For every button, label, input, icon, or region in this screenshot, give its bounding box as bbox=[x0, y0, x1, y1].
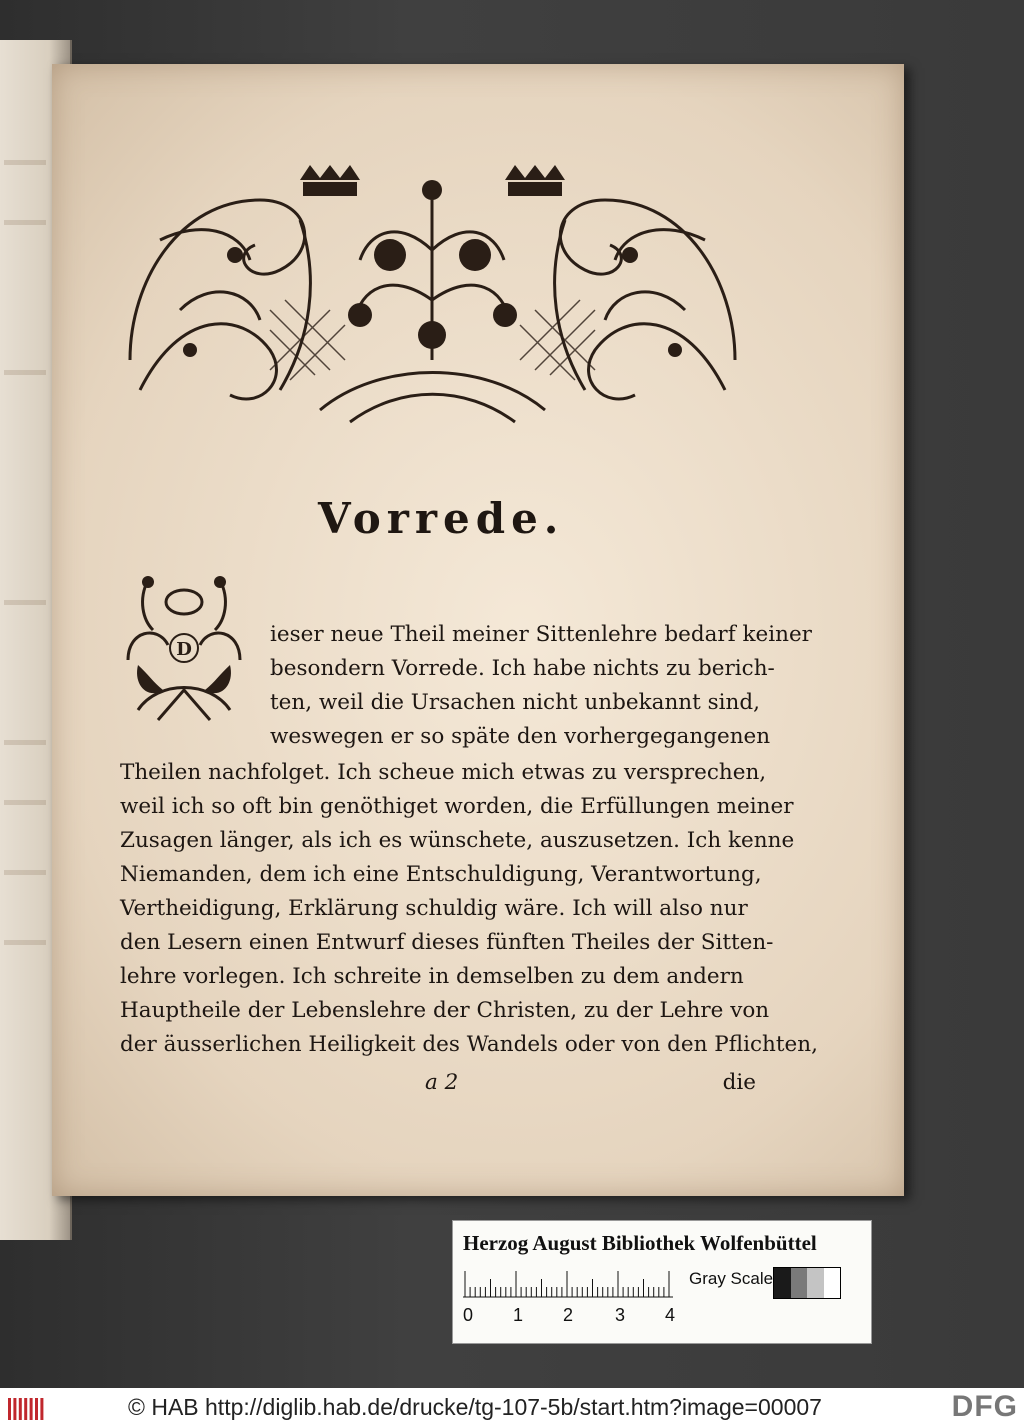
initial-letter: D bbox=[176, 639, 192, 660]
dfg-logo: DFG bbox=[951, 1390, 1018, 1423]
ruler-number: 4 bbox=[665, 1305, 676, 1325]
gray-patch bbox=[791, 1268, 808, 1298]
copyright-link[interactable]: © HAB http://diglib.hab.de/drucke/tg-107-5b/start.htm?image=00007 bbox=[128, 1394, 822, 1420]
catchword: die bbox=[722, 1070, 756, 1095]
ruler-number: 0 bbox=[463, 1305, 474, 1325]
gray-scale-label: Gray Scale bbox=[689, 1269, 774, 1288]
logo-bar bbox=[30, 1398, 33, 1420]
signature-mark: a 2 bbox=[425, 1070, 459, 1095]
gray-patch bbox=[824, 1268, 841, 1298]
ruler-number: 3 bbox=[615, 1305, 626, 1325]
text-line: weswegen er so späte den vorhergegangenen bbox=[270, 724, 771, 749]
text-line: Zusagen länger, als ich es wünschete, auszusetzen. Ich kenne bbox=[120, 828, 795, 853]
gray-patch bbox=[774, 1268, 791, 1298]
heading-vorrede: Vorrede. bbox=[318, 494, 565, 543]
text-line: Hauptheile der Lebenslehre der Christen, zu der Lehre von bbox=[120, 998, 770, 1023]
hab-logo-icon bbox=[6, 1394, 46, 1422]
logo-bar bbox=[24, 1398, 27, 1420]
text-line: weil ich so oft bin genöthiget worden, die Erfüllungen meiner bbox=[120, 794, 794, 819]
ruler-number: 1 bbox=[513, 1305, 524, 1325]
text-line: ten, weil die Ursachen nicht unbekannt sind, bbox=[270, 690, 760, 715]
gray-scale-bar bbox=[773, 1267, 841, 1299]
text-line: ieser neue Theil meiner Sittenlehre bedarf keiner bbox=[270, 622, 812, 647]
text-line: Vertheidigung, Erklärung schuldig wäre. Ich will also nur bbox=[120, 896, 748, 921]
logo-bar bbox=[19, 1398, 22, 1420]
text-line: den Lesern einen Entwurf dieses fünften Theiles der Sitten- bbox=[120, 930, 774, 955]
gray-patch bbox=[807, 1268, 824, 1298]
text-line: der äusserlichen Heiligkeit des Wandels oder von den Pflichten, bbox=[120, 1032, 818, 1057]
headpiece-ornament bbox=[120, 160, 745, 430]
text-line: lehre vorlegen. Ich schreite in demselben zu dem andern bbox=[120, 964, 744, 989]
text-line: besondern Vorrede. Ich habe nichts zu berich- bbox=[270, 656, 775, 681]
page-foot bbox=[120, 1066, 768, 1100]
scale-ruler bbox=[463, 1269, 673, 1299]
logo-bar bbox=[8, 1398, 11, 1420]
footer-bar bbox=[0, 1388, 1024, 1428]
logo-bar bbox=[40, 1398, 43, 1420]
logo-bar bbox=[13, 1398, 16, 1420]
library-label bbox=[452, 1220, 872, 1344]
text-line: Theilen nachfolget. Ich scheue mich etwas zu versprechen, bbox=[120, 760, 767, 785]
library-name: Herzog August Bibliothek Wolfenbüttel bbox=[463, 1231, 817, 1255]
logo-bar bbox=[35, 1398, 38, 1420]
ruler-number: 2 bbox=[563, 1305, 574, 1325]
text-line: Niemanden, dem ich eine Entschuldigung, Verantwortung, bbox=[120, 862, 762, 887]
decorated-initial bbox=[118, 570, 250, 730]
